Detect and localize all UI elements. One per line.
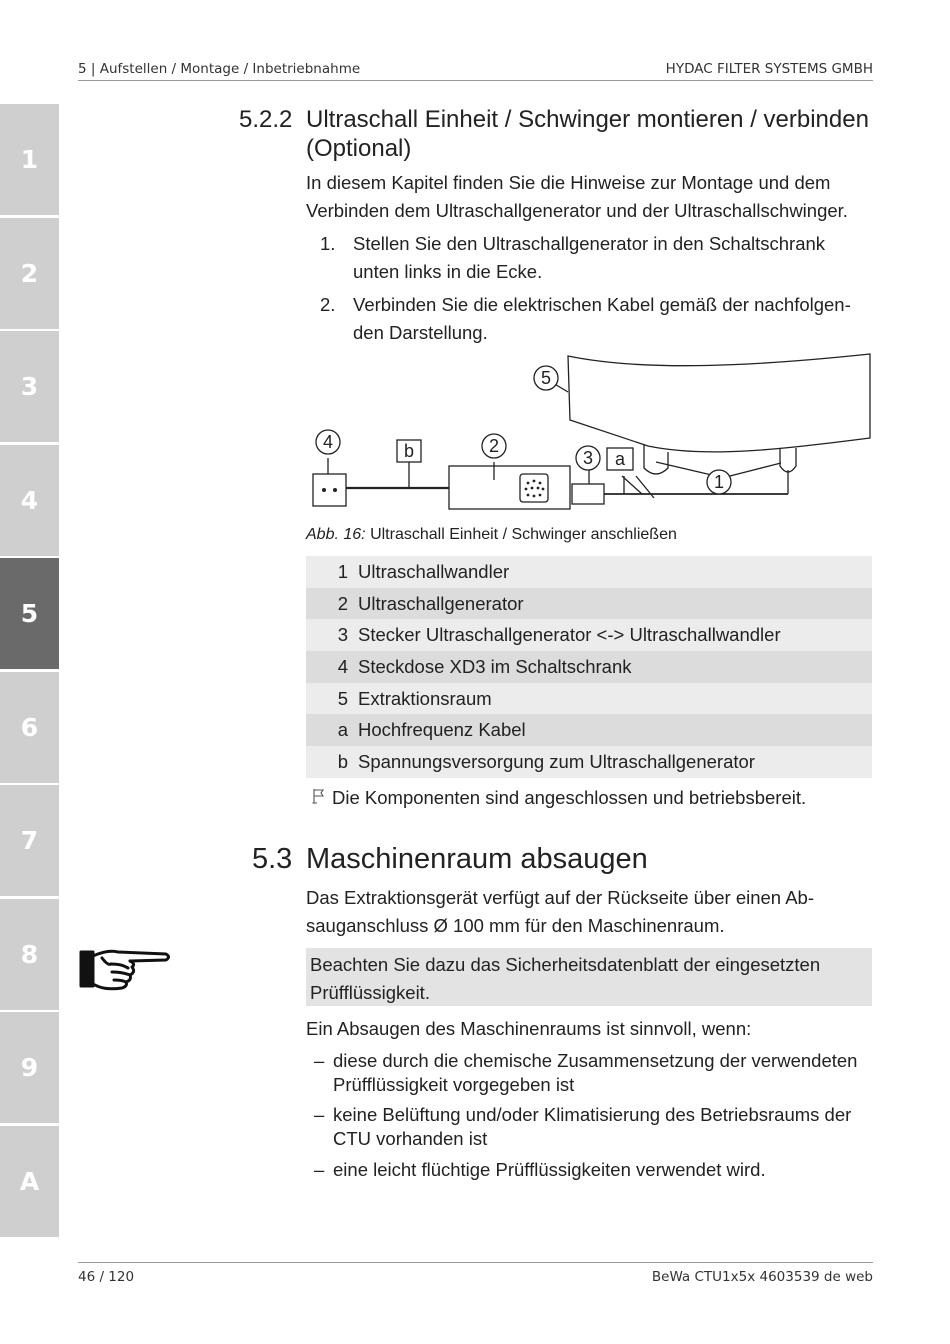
chapter-tabs: [0, 104, 59, 1239]
step-text: Stellen Sie den Ultraschallgenerator in den Schaltschrank unten links in die Ecke.: [353, 233, 826, 282]
bullet-text: diese durch die chemische Zusammensetzung der verwendeten Prüfflüssigkeit vorgegeben ist: [333, 1050, 858, 1095]
legend-text: Stecker Ultraschallgenerator <-> Ultraschallwandler: [358, 624, 781, 646]
page-header: [78, 60, 873, 81]
caption-prefix: Abb. 16:: [306, 526, 366, 543]
legend-row: [306, 588, 872, 620]
callout-2: 2: [488, 436, 500, 456]
caption-text: Ultraschall Einheit / Schwinger anschließen: [370, 526, 677, 543]
power-socket-box: [313, 474, 346, 506]
chapter-tab-3[interactable]: 3: [0, 331, 59, 442]
legend-key: a: [337, 719, 348, 741]
legend-row: [306, 746, 872, 778]
figure-caption: [306, 526, 677, 544]
callout-1: 1: [713, 472, 725, 492]
pointing-hand-icon: [78, 946, 172, 992]
callout-3: 3: [582, 448, 594, 468]
section-number: 5.2.2: [239, 106, 293, 133]
legend-key: 3: [337, 624, 348, 646]
chapter-tab-5[interactable]: 5: [0, 558, 59, 669]
chapter-tab-8[interactable]: 8: [0, 899, 59, 1010]
legend-key: 5: [337, 687, 348, 709]
legend-key: 4: [337, 655, 348, 677]
document-id: BeWa CTU1x5x 4603539 de web: [651, 1269, 873, 1285]
extraction-chamber-outline: [568, 354, 870, 452]
bullet-text: keine Belüftung und/oder Klimatisierung des Betriebsraums der CTU vorhanden ist: [333, 1104, 852, 1149]
legend-key: b: [337, 750, 348, 772]
chapter-tab-2[interactable]: 2: [0, 218, 59, 329]
wiring-diagram: [306, 350, 874, 520]
chapter-tab-4[interactable]: 4: [0, 445, 59, 556]
generator-box: [449, 466, 570, 509]
transducer-housing-right: [780, 448, 796, 472]
callout-b: b: [403, 441, 415, 461]
legend-text: Extraktionsraum: [358, 687, 492, 709]
legend-row: [306, 556, 872, 588]
bullet-dash: –: [314, 1159, 325, 1180]
chapter-tab-6[interactable]: 6: [0, 672, 59, 783]
legend-text: Ultraschallwandler: [358, 560, 510, 582]
safety-note: Beachten Sie dazu das Sicherheitsdatenblatt der eingesetzten Prüfflüssigkeit.: [306, 948, 872, 1006]
legend-text: Spannungsversorgung zum Ultraschallgenerator: [358, 750, 755, 772]
legend-key: 1: [337, 560, 348, 582]
legend-row: [306, 651, 872, 683]
section-number: 5.3: [252, 843, 293, 875]
legend-row: [306, 683, 872, 715]
callout-4: 4: [322, 432, 334, 452]
step-number: 1.: [320, 233, 336, 254]
result-flag-icon: [312, 788, 328, 808]
bullet-dash: –: [314, 1050, 325, 1071]
callout-5: 5: [540, 368, 552, 388]
callout-a: a: [614, 449, 626, 469]
section-title: Maschinenraum absaugen: [306, 843, 648, 875]
legend-text: Steckdose XD3 im Schaltschrank: [358, 655, 632, 677]
header-chapter: 5 | Aufstellen / Montage / Inbetriebnahme: [78, 61, 361, 77]
legend-row: [306, 619, 872, 651]
header-company: HYDAC FILTER SYSTEMS GMBH: [665, 61, 873, 77]
legend-row: [306, 714, 872, 746]
plug-box: [572, 484, 604, 504]
legend-key: 2: [337, 592, 348, 614]
chapter-tab-9[interactable]: 9: [0, 1012, 59, 1123]
section-title: Ultraschall Einheit / Schwinger montieren / verbinden (Optional): [306, 106, 869, 162]
legend-table: [306, 556, 872, 778]
chapter-tab-a[interactable]: A: [0, 1126, 59, 1237]
chapter-tab-1[interactable]: 1: [0, 104, 59, 215]
legend-text: Hochfrequenz Kabel: [358, 719, 526, 741]
page-number: 46 / 120: [78, 1269, 135, 1285]
legend-text: Ultraschallgenerator: [358, 592, 524, 614]
page-footer: [78, 1262, 873, 1288]
bullet-text: eine leicht flüchtige Prüfflüssigkeiten verwendet wird.: [333, 1159, 766, 1180]
result-text: Die Komponenten sind angeschlossen und betriebsbereit.: [332, 787, 807, 808]
step-text: Verbinden Sie die elektrischen Kabel gemäß der nachfolgenden Darstellung.: [353, 294, 851, 343]
section-intro: In diesem Kapitel finden Sie die Hinweise zur Montage und dem Verbinden dem Ultraschallgenerator und der Ultraschallschwinger.: [306, 172, 848, 221]
result-line: [312, 787, 806, 809]
condition-text: Ein Absaugen des Maschinenraums ist sinnvoll, wenn:: [306, 1018, 752, 1039]
step-number: 2.: [320, 294, 336, 315]
chapter-tab-7[interactable]: 7: [0, 785, 59, 896]
section-intro: Das Extraktionsgerät verfügt auf der Rückseite über einen Absauganschluss Ø 100 mm für den Maschinenraum.: [306, 887, 815, 936]
bullet-dash: –: [314, 1104, 325, 1125]
